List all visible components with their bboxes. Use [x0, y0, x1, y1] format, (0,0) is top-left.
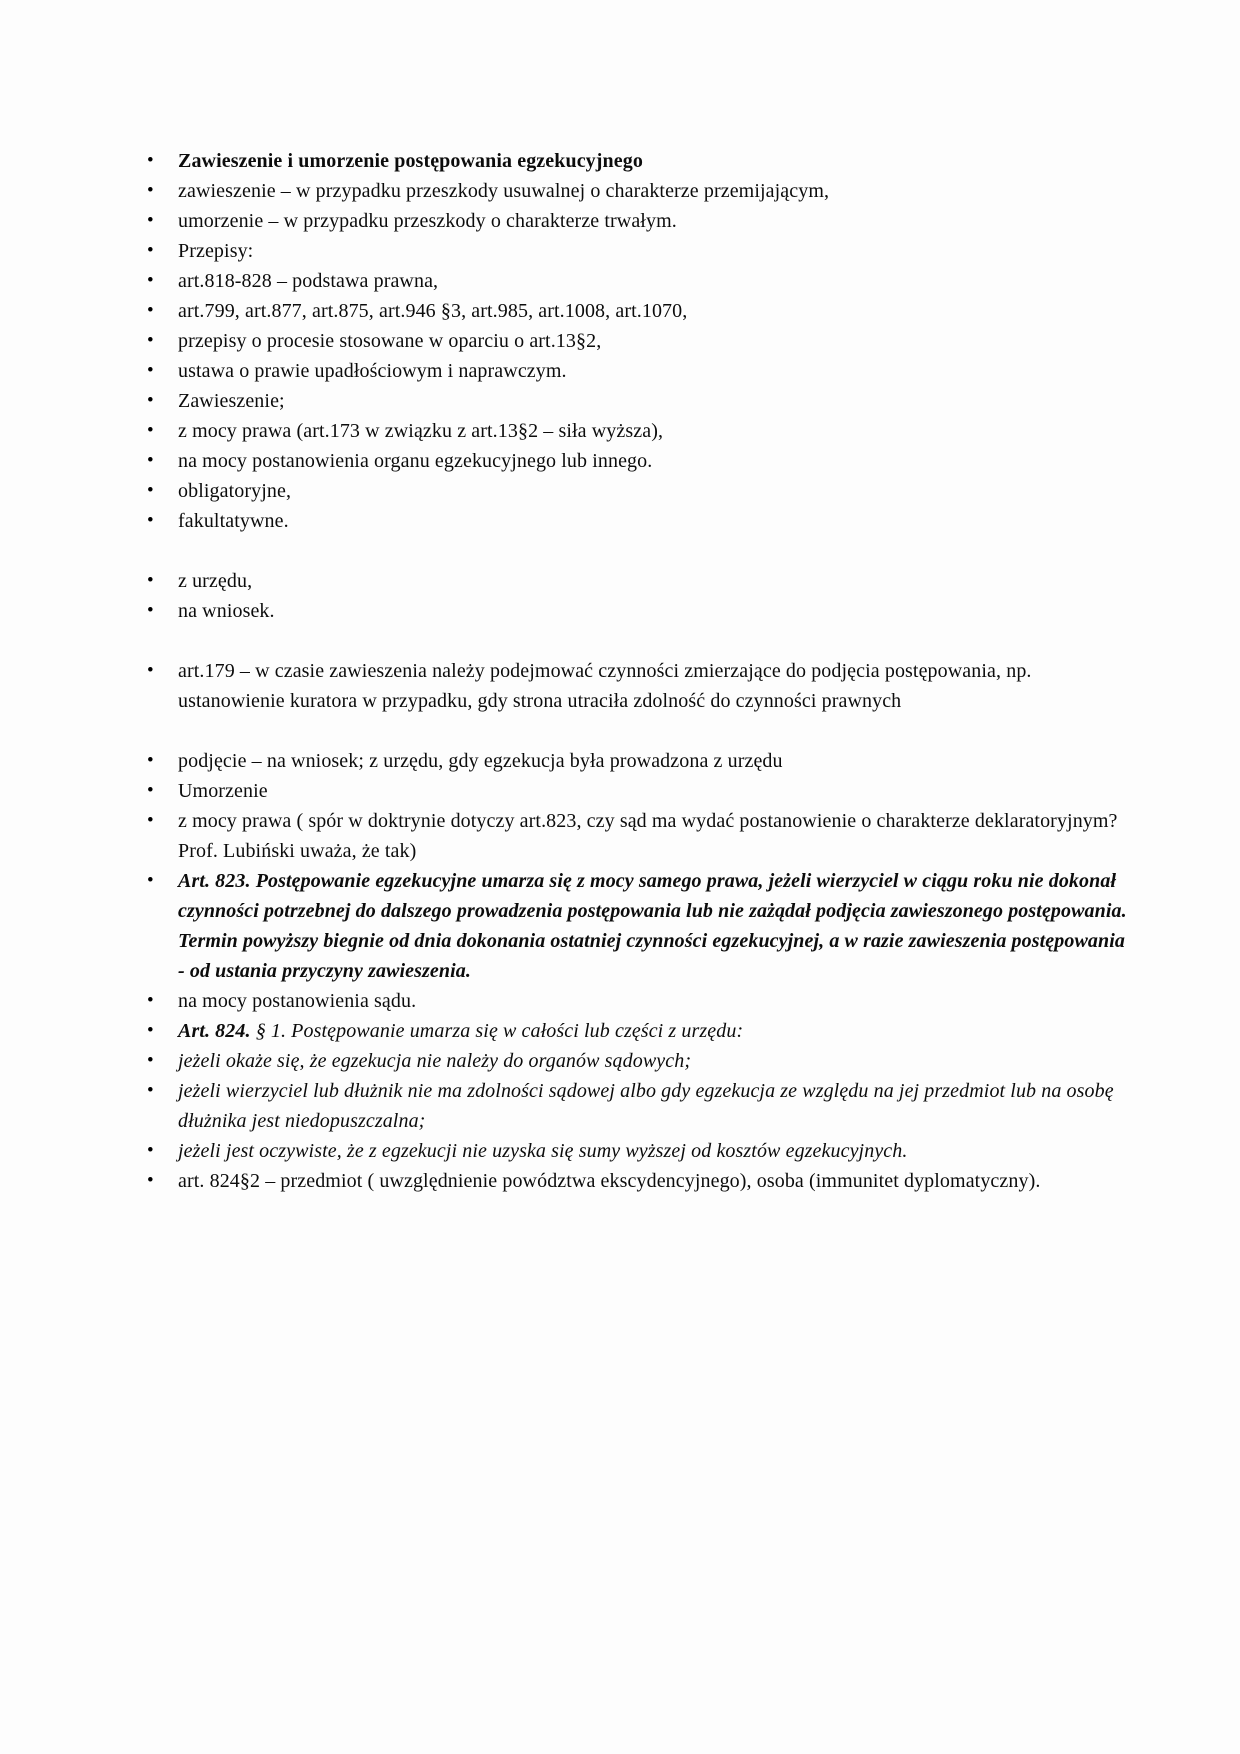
bullet-icon: •: [147, 750, 154, 771]
bullet-icon: •: [147, 270, 154, 291]
list-item: [147, 446, 1132, 476]
list-item: [147, 656, 1132, 716]
text-run: fakultatywne.: [178, 510, 289, 532]
list-item: [147, 236, 1132, 266]
list-item: [147, 596, 1132, 626]
list-item: [147, 1136, 1132, 1166]
text-run: na mocy postanowienia sądu.: [178, 990, 417, 1012]
text-run: jeżeli jest oczywiste, że z egzekucji nie uzyska się sumy wyższej od kosztów egzekucyjnych.: [178, 1140, 908, 1162]
text-run: na mocy postanowienia organu egzekucyjnego lub innego.: [178, 450, 653, 472]
bullet-icon: •: [147, 780, 154, 801]
list-item-text: [178, 866, 1132, 986]
bullet-icon: •: [147, 210, 154, 231]
list-item: [147, 206, 1132, 236]
list-item-text: [178, 446, 1132, 476]
text-run: z mocy prawa (art.173 w związku z art.13§2 – siła wyższa),: [178, 420, 664, 442]
list-item-text: [178, 506, 1132, 536]
bullet-icon: •: [147, 1140, 154, 1161]
list-item: [147, 506, 1132, 536]
list-item: [147, 1076, 1132, 1136]
bullet-icon: •: [147, 1080, 154, 1101]
list-item: [147, 296, 1132, 326]
text-run: na wniosek.: [178, 600, 275, 622]
bullet-icon: •: [147, 360, 154, 381]
list-item: [147, 986, 1132, 1016]
list-item: [147, 1046, 1132, 1076]
text-run: zawieszenie – w przypadku przeszkody usuwalnej o charakterze przemijającym,: [178, 180, 830, 202]
bullet-icon: •: [147, 660, 154, 681]
list-item: [147, 566, 1132, 596]
list-item-text: [178, 596, 1132, 626]
text-run: Zawieszenie i umorzenie postępowania egzekucyjnego: [178, 150, 643, 172]
text-run: jeżeli okaże się, że egzekucja nie należy do organów sądowych;: [178, 1050, 692, 1072]
text-run: umorzenie – w przypadku przeszkody o charakterze trwałym.: [178, 210, 677, 232]
text-run: Przepisy:: [178, 240, 254, 262]
bullet-icon: •: [147, 180, 154, 201]
text-run: jeżeli wierzyciel lub dłużnik nie ma zdolności sądowej albo gdy egzekucja ze względu na jej przedmiot lub na osobę dłużnika jest niedopuszczalna;: [178, 1080, 1114, 1132]
text-run: art.799, art.877, art.875, art.946 §3, art.985, art.1008, art.1070,: [178, 300, 688, 322]
bullet-icon: •: [147, 990, 154, 1011]
list-item-text: [178, 1076, 1132, 1136]
bullet-icon: •: [147, 870, 154, 891]
bullet-icon: •: [147, 600, 154, 621]
text-run: art.179 – w czasie zawieszenia należy podejmować czynności zmierzające do podjęcia postępowania, np. ustanowienie kuratora w przypadku, gdy strona utraciła zdolność do czynności prawnych: [178, 660, 1032, 712]
list-item-text: [178, 566, 1132, 596]
text-run: ustawa o prawie upadłościowym i naprawczym.: [178, 360, 567, 382]
list-item-text: [178, 806, 1132, 866]
text-run: podjęcie – na wniosek; z urzędu, gdy egzekucja była prowadzona z urzędu: [178, 750, 783, 772]
text-run: obligatoryjne,: [178, 480, 292, 502]
text-run: art. 824§2 – przedmiot ( uwzględnienie powództwa ekscydencyjnego), osoba (immunitet dyplomatyczny).: [178, 1170, 1041, 1192]
list-item-text: [178, 386, 1132, 416]
list-item: [147, 416, 1132, 446]
list-item: [147, 176, 1132, 206]
bullet-icon: •: [147, 390, 154, 411]
bullet-icon: •: [147, 420, 154, 441]
list-item-text: [178, 986, 1132, 1016]
list-item: [147, 266, 1132, 296]
text-run: Art. 824.: [178, 1020, 256, 1042]
text-run: z mocy prawa ( spór w doktrynie dotyczy art.823, czy sąd ma wydać postanowienie o charakterze deklaratoryjnym? Prof. Lubiński uważa, że tak): [178, 810, 1118, 862]
list-item-text: [178, 656, 1132, 716]
bullet-icon: •: [147, 510, 154, 531]
list-item-text: [178, 236, 1132, 266]
text-run: przepisy o procesie stosowane w oparciu o art.13§2,: [178, 330, 602, 352]
bullet-icon: •: [147, 480, 154, 501]
list-item-text: [178, 176, 1132, 206]
bullet-list: [147, 146, 1132, 1196]
bullet-icon: •: [147, 450, 154, 471]
list-item-text: [178, 416, 1132, 446]
bullet-icon: •: [147, 1020, 154, 1041]
text-run: Umorzenie: [178, 780, 268, 802]
list-item: [147, 146, 1132, 176]
list-item-text: [178, 1166, 1132, 1196]
bullet-icon: •: [147, 570, 154, 591]
list-item-text: [178, 1046, 1132, 1076]
list-item: [147, 386, 1132, 416]
list-item-text: [178, 776, 1132, 806]
text-run: z urzędu,: [178, 570, 253, 592]
list-item: [147, 326, 1132, 356]
list-item: [147, 356, 1132, 386]
list-item-text: [178, 356, 1132, 386]
text-run: Art. 823.: [178, 870, 256, 892]
list-item: [147, 1016, 1132, 1046]
list-item-text: [178, 476, 1132, 506]
text-run: Zawieszenie;: [178, 390, 285, 412]
list-item-text: [178, 296, 1132, 326]
list-item-text: [178, 146, 1132, 176]
list-item-text: [178, 1016, 1132, 1046]
list-item: [147, 866, 1132, 986]
list-item-text: [178, 746, 1132, 776]
bullet-icon: •: [147, 1170, 154, 1191]
list-item-text: [178, 1136, 1132, 1166]
bullet-icon: •: [147, 810, 154, 831]
bullet-icon: •: [147, 300, 154, 321]
bullet-icon: •: [147, 1050, 154, 1071]
text-run: art.818-828 – podstawa prawna,: [178, 270, 439, 292]
list-item: [147, 806, 1132, 866]
list-item-text: [178, 326, 1132, 356]
list-item: [147, 746, 1132, 776]
bullet-icon: •: [147, 150, 154, 171]
list-item-text: [178, 266, 1132, 296]
list-item: [147, 1166, 1132, 1196]
list-item: [147, 776, 1132, 806]
list-item-text: [178, 206, 1132, 236]
list-item: [147, 476, 1132, 506]
text-run: Postępowanie egzekucyjne umarza się z mocy samego prawa, jeżeli wierzyciel w ciągu roku nie dokonał czynności potrzebnej do dalszego prowadzenia postępowania lub nie zażądał podjęcia zawieszonego postępowania. Termin powyższy biegnie od dnia dokonania ostatniej czynności egzekucyjnej, a w razie zawieszenia postępowania - od ustania przyczyny zawieszenia.: [178, 870, 1127, 982]
bullet-icon: •: [147, 240, 154, 261]
text-run: § 1. Postępowanie umarza się w całości lub części z urzędu:: [255, 1020, 744, 1042]
bullet-icon: •: [147, 330, 154, 351]
